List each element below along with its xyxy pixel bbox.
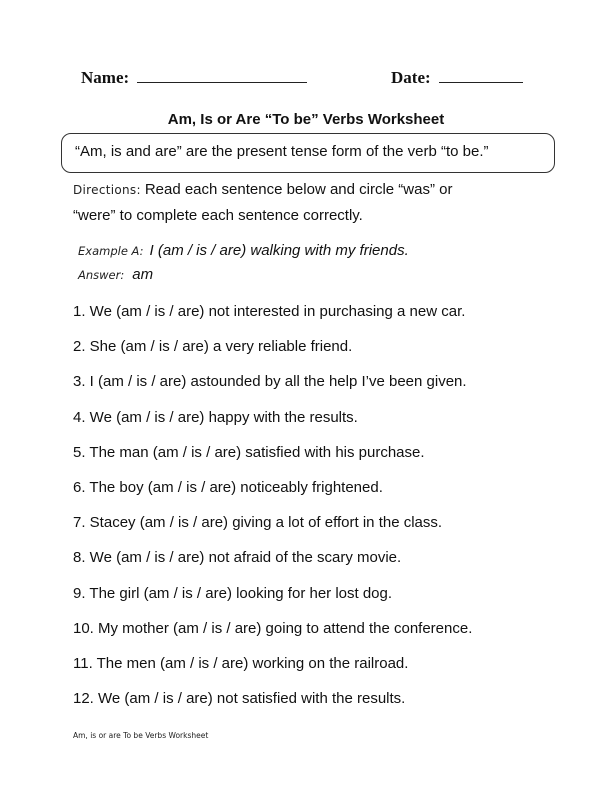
question-item[interactable]: 8. We (am / is / are) not afraid of the scary movie. [73, 549, 402, 567]
example-label: Example A: [78, 244, 144, 258]
question-item[interactable]: 4. We (am / is / are) happy with the results. [73, 408, 358, 426]
example-row [78, 242, 409, 260]
question-item[interactable]: 11. The men (am / is / are) working on the railroad. [73, 654, 409, 672]
question-item[interactable]: 7. Stacey (am / is / are) giving a lot of effort in the class. [73, 514, 443, 532]
worksheet-title: Am, Is or Are “To be” Verbs Worksheet [167, 111, 445, 128]
directions-text-1: Read each sentence below and circle “was” or [144, 181, 453, 198]
question-item[interactable]: 5. The man (am / is / are) satisfied with his purchase. [73, 443, 425, 461]
answer-value: am [132, 266, 154, 283]
question-item[interactable]: 3. I (am / is / are) astounded by all the help I’ve been given. [73, 373, 467, 391]
question-item[interactable]: 6. The boy (am / is / are) noticeably frightened. [73, 478, 383, 496]
question-item[interactable]: 9. The girl (am / is / are) looking for her lost dog. [73, 584, 393, 602]
answer-label: Answer: [78, 268, 125, 282]
question-item[interactable]: 12. We (am / is / are) not satisfied with the results. [73, 690, 406, 708]
date-label: Date: [391, 68, 431, 87]
question-list [73, 301, 472, 723]
footer-text: Am, is or are To be Verbs Worksheet [73, 731, 209, 740]
date-blank-line[interactable] [439, 81, 523, 83]
directions-line-1 [73, 181, 452, 199]
question-item[interactable]: 2. She (am / is / are) a very reliable friend. [73, 338, 353, 356]
directions-text-2: “were” to complete each sentence correctly. [73, 207, 363, 224]
date-field [391, 68, 523, 88]
name-field [81, 68, 307, 88]
answer-row [78, 266, 153, 284]
example-sentence: I (am / is / are) walking with my friends. [149, 242, 409, 259]
directions-label: Directions: [73, 183, 141, 197]
rule-text: “Am, is and are” are the present tense form of the verb “to be.” [75, 143, 489, 160]
worksheet-header [0, 68, 612, 98]
name-label: Name: [81, 68, 130, 87]
question-item[interactable]: 1. We (am / is / are) not interested in purchasing a new car. [73, 303, 466, 320]
question-item[interactable]: 10. My mother (am / is / are) going to attend the conference. [73, 619, 473, 637]
name-blank-line[interactable] [137, 81, 307, 83]
